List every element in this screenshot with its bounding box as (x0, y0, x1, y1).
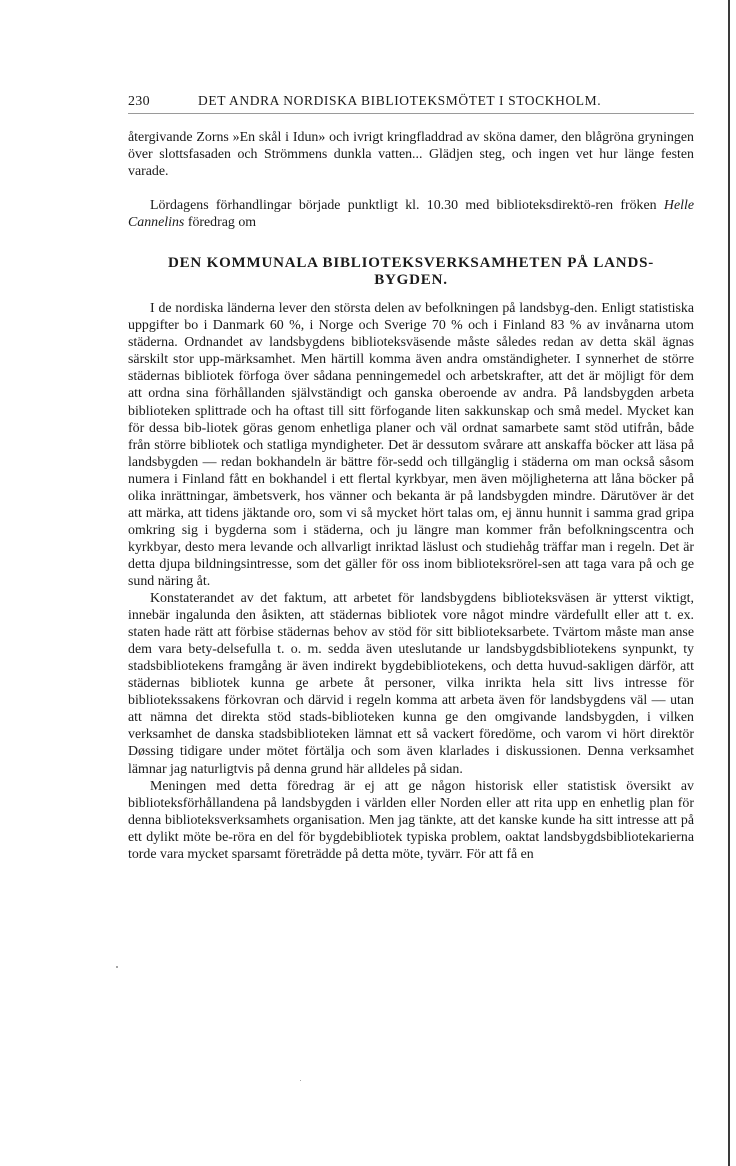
section-heading-line2: BYGDEN. (374, 272, 448, 289)
paragraph-establishing-fact: Konstaterandet av det faktum, att arbetet för landsbygdens biblioteksväsen är ytterst viktigt, innebär ingalunda den åsikten, att städernas bibliotek vore något mindre värdefullt eller att t. ex. staten hade rätt att förbise städernas behov av stöd för sitt biblioteksarbete. Tvärtom måste man anse dem vara bety-delsefulla t. o. m. sedda även uteslutande ur landsbygdsbibliotekens synpunkt, ty stadsbibliotekens framgång är även indirekt bygdebibliotekens, och detta huvud-sakligen därför, att städernas bibliotek kunna ge arbete åt personer, vilka inrikta hela sitt livs intresse för bibliotekssakens förkovran och därvid i regeln komma att arbeta även för landsbygdens väl — utan att nämna det direkta stöd stads-biblioteken kunna ge den omgivande landsbygden, i vilken verksamhet de danska stadsbiblioteken lämnat ett så vackert föredöme, och varom vi hört direktör Døssing tidigare under mötet förtälja och som även klarlades i diskussionen. Denna verksamhet lämnar jag naturligtvis på denna grund här alldeles på sidan. (128, 591, 694, 777)
paragraph-saturday (128, 197, 694, 231)
paragraph-saturday-before: Lördagens förhandlingar började punktligt kl. 10.30 med biblioteksdirektö-ren fröken (150, 198, 664, 214)
paragraph-continuation: återgivande Zorns »En skål i Idun» och ivrigt kringfladdrad av sköna damer, den blågröna gryningen över slottsfasaden och Strömmens dunkla vatten... Glädjen steg, och ingen vet hur länge festen varade. (128, 130, 694, 180)
section-heading-line1: DEN KOMMUNALA BIBLIOTEKSVERKSAMHETEN PÅ LANDS- (167, 255, 655, 272)
page-number: 230 (128, 94, 150, 109)
paper-speck (300, 1080, 301, 1081)
paragraph-saturday-after: föredrag om (184, 215, 257, 231)
body-text (128, 129, 694, 863)
paragraph-nordic-countries: I de nordiska länderna lever den största delen av befolkningen på landsbyg-den. Enligt statistiska uppgifter bo i Danmark 60 %, i Norge och Sverige 70 % och i Finland 83 % av invånarna utom städerna. Ordnandet av landsbygdens biblioteksväsende måste således redan av detta skäl ägnas särskilt stor upp-märksamhet. Men härtill komma även andra omständigheter. I synnerhet de större städernas bibliotek förfoga över sådana penningemedel och arbetskrafter, att det är möjligt för dem att ordna sina förhållanden självständigt och ganska oberoende av andra. På landsbygden arbeta biblioteken splittrade och ha oftast till sitt förfogande liten sakkunskap och små medel. Mycket kan för dessa bib-liotek göras genom enhetliga planer och väl ordnat samarbete samt stöd utifrån, både från större bibliotek och statliga myndigheter. Det är dessutom svårare att anskaffa böcker att läsa på landsbygden — redan bokhandeln är bättre för-sedd och tillgänglig i städerna om man också såsom numera i Finland fått en bokhandel i ett flertal kyrkbyar, men även möjligheterna att låna böcker på olika inrättningar, ämbetsverk, hos vänner och bekanta är på landsbygden mindre. Därutöver är det att märka, att tidens jäktande oro, som vi så mycket hört talas om, ej ännu hunnit i samma grad gripa omkring sig i bygderna som i städerna, och ju längre man kommer från befolkningscentra och kyrkbyar, desto mera levande och allvarligt inriktad läslust och studiehåg träffar man i regeln. Det är detta djupa bildningsintresse, som det gäller för oss inom biblioteksrörel-sen att taga vara på och ge sund näring åt. (128, 301, 694, 589)
running-header (128, 93, 694, 114)
paragraph-purpose: Meningen med detta föredrag är ej att ge någon historisk eller statistisk översikt av biblioteksförhållandena på landsbygden i världen eller Norden eller att rita upp en enhetlig plan för denna biblioteksverksamhets organisation. Men jag tänkte, att det kanske kunde ha sitt intresse att på ett dylikt möte be-röra en del för bygdebibliotek typiska problem, oaktat landsbygdsbibliotekarierna torde vara mycket sparsamt företrädde på detta möte, tyvärr. För att få en (128, 778, 694, 862)
section-heading (134, 255, 688, 289)
page-edge-rule (728, 0, 730, 1166)
speaker-name: Helle Cannelins (128, 198, 694, 231)
running-title: DET ANDRA NORDISKA BIBLIOTEKSMÖTET I STOCKHOLM. (198, 93, 602, 108)
paper-speck (116, 966, 118, 968)
book-page (128, 93, 694, 863)
